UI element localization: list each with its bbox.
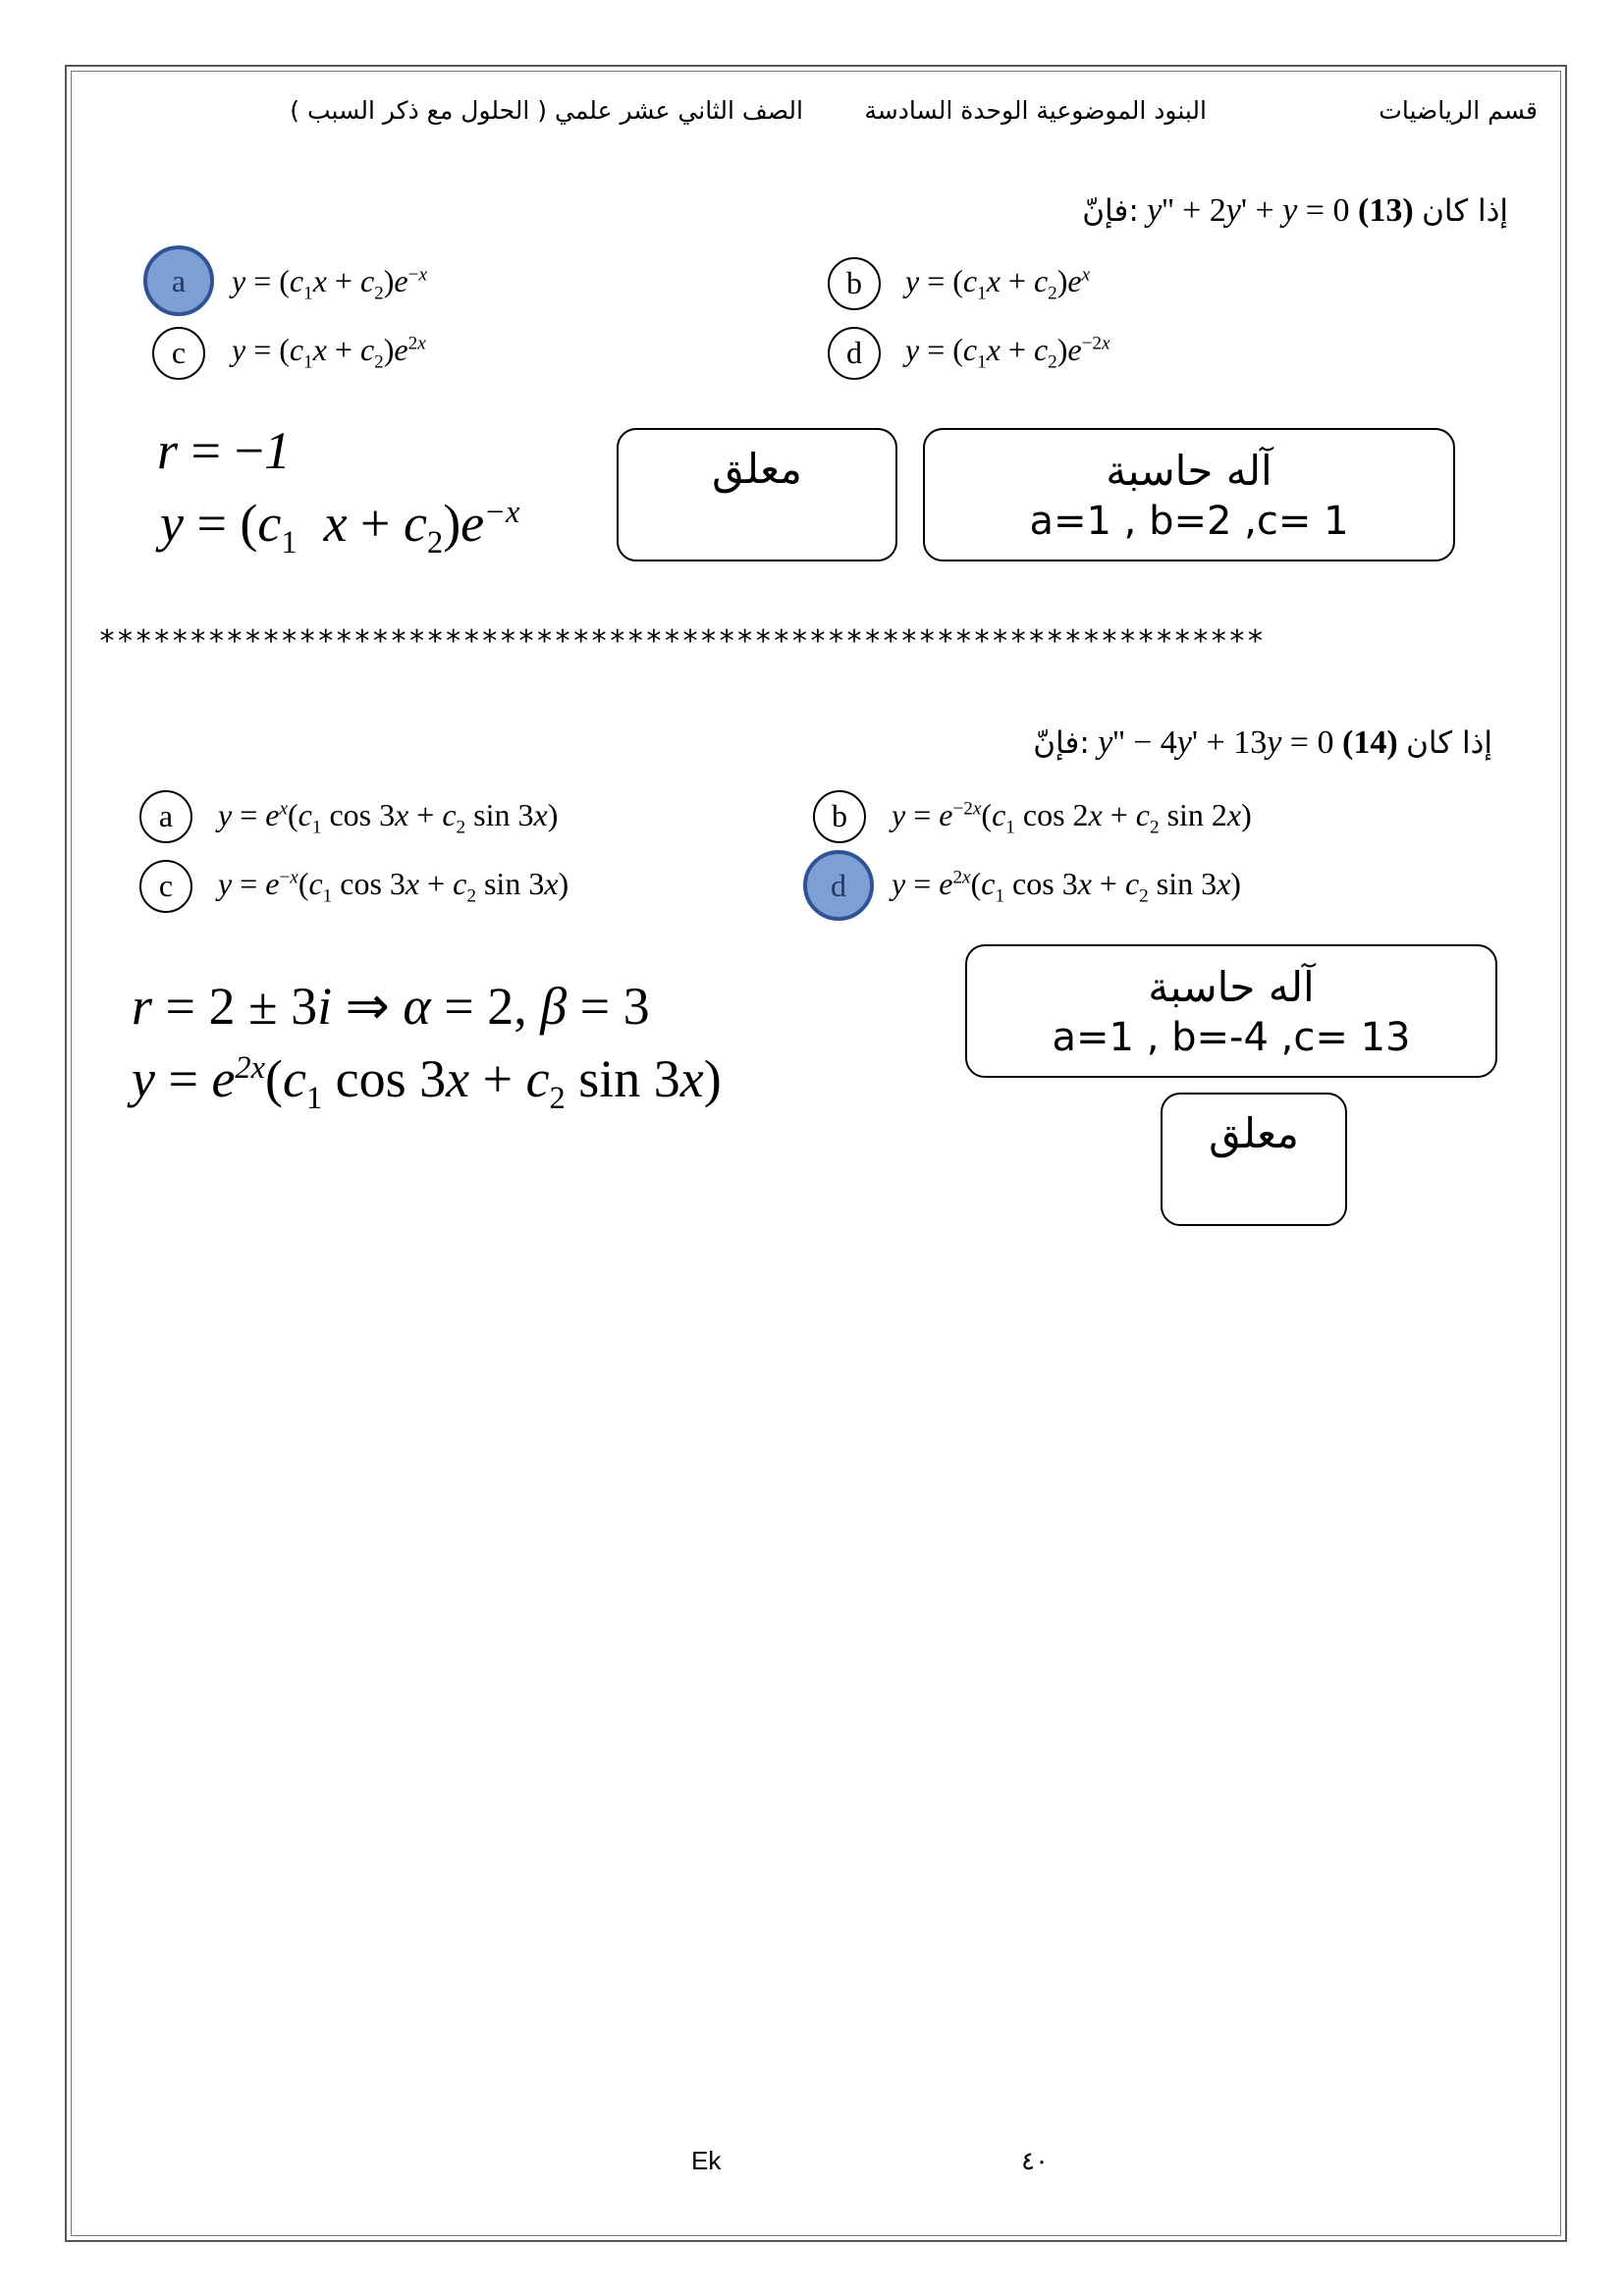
q14-option-d-text: $y = e^{2x}(c_1$ $\cos 3x + c_2$ sin 3x) [892, 866, 1241, 907]
q13-if-text: إذا كان [1422, 193, 1508, 229]
q13-calculator-values: a=1 , b=2 ,c= 1 [1029, 499, 1349, 544]
header-unit: البنود الموضوعية الوحدة السادسة [864, 96, 1207, 125]
header-department: قسم الرياضيات [1379, 96, 1538, 125]
q14-option-c-bubble[interactable]: c [139, 860, 192, 913]
q13-option-b-text: $y = (c_1x + c_2)e^x$ [905, 263, 1091, 304]
footer-page-number: ٤٠ [1021, 2146, 1049, 2175]
q13-option-d-text: $y = (c_1x + c_2)e^{-2x}$ [905, 332, 1110, 373]
q14-option-d-bubble[interactable]: d [803, 850, 874, 921]
q14-option-b-text: $y = e^{-2x}(c_1$ $\cos 2x + c_2$ sin 2x) [892, 797, 1252, 838]
q14-calculator-box [965, 944, 1497, 1078]
q14-if-text: إذا كان [1406, 725, 1492, 761]
q13-option-d-bubble[interactable]: d [828, 327, 881, 380]
q13-heading [1082, 192, 1508, 230]
q14-comment-label: معلق [1209, 1109, 1299, 1157]
q14-heading [1033, 724, 1492, 762]
q14-option-b-bubble[interactable]: b [813, 790, 866, 843]
q14-calculator-title: آله حاسبة [1148, 963, 1315, 1011]
q14-work-line-2: $y = e^{2x}(c_1$ $\cos 3x + c_2$ sin 3x) [132, 1049, 722, 1116]
q13-option-a-bubble[interactable]: a [143, 245, 214, 316]
section-separator: **************************************************************** [98, 624, 1265, 659]
footer-initials: Ek [691, 2146, 722, 2175]
q13-equation: y'' + 2y' + y = 0 [1147, 192, 1350, 229]
q13-calculator-box [923, 428, 1455, 561]
q13-option-b-bubble[interactable]: b [828, 257, 881, 310]
q13-option-c-text: $y = (c_1x + c_2)e^{2x}$ [232, 332, 426, 373]
q14-comment-box [1161, 1093, 1347, 1226]
q13-number: (13) [1357, 192, 1414, 229]
q13-option-c-bubble[interactable]: c [152, 327, 205, 380]
q13-comment-box [617, 428, 897, 561]
header-grade: الصف الثاني عشر علمي ( الحلول مع ذكر السبب ) [290, 96, 803, 125]
q13-work-line-1: r = −1 [157, 421, 291, 480]
q14-option-a-text: $y = e^x(c_1$ $\cos 3x + c_2$ sin 3x) [218, 797, 559, 838]
q14-option-a-bubble[interactable]: a [139, 790, 192, 843]
q14-number: (14) [1341, 724, 1398, 761]
q13-comment-label: معلق [712, 445, 802, 493]
q13-work-line-2: $y = (c_1$ $x + c_2)e^{-x}$ [160, 494, 520, 561]
q14-work-line-1: r = 2 ± 3i ⇒ α = 2, β = 3 [132, 977, 650, 1036]
q13-option-a-text: $y = (c_1x + c_2)e^{-x}$ [232, 263, 427, 304]
q13-calculator-title: آله حاسبة [1106, 447, 1272, 495]
q14-calculator-values: a=1 , b=-4 ,c= 13 [1052, 1015, 1411, 1060]
q14-option-c-text: $y = e^{-x}(c_1$ $\cos 3x + c_2$ sin 3x) [218, 866, 569, 907]
q13-then-text: فإنّ: [1082, 193, 1139, 229]
q14-equation: y'' − 4y' + 13y = 0 [1098, 724, 1334, 761]
q14-then-text: فإنّ: [1033, 725, 1090, 761]
